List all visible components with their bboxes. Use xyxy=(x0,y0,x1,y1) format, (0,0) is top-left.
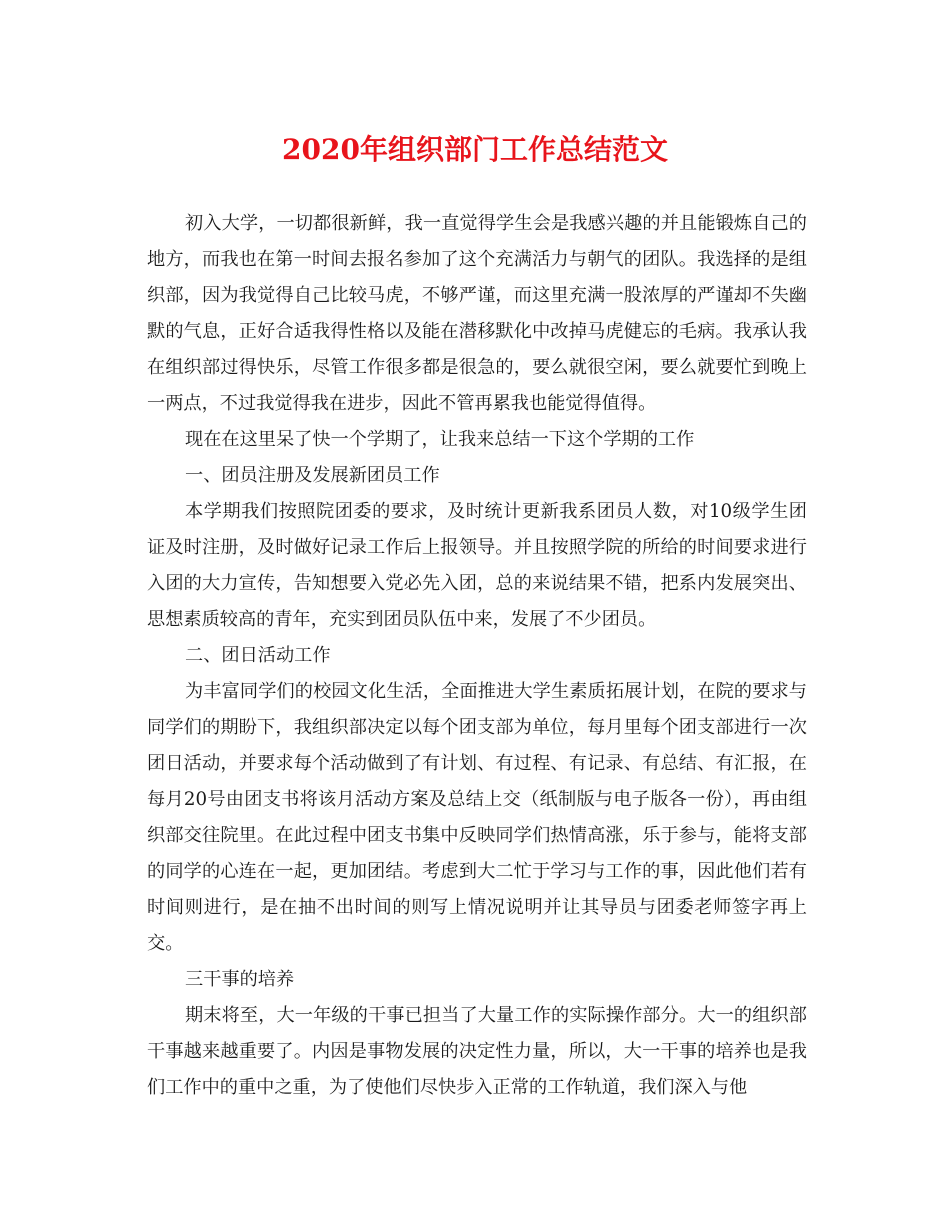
paragraph-intro: 初入大学，一切都很新鲜，我一直觉得学生会是我感兴趣的并且能锻炼自己的地方，而我也在第一时间去报名参加了这个充满活力与朝气的团队。我选择的是组织部，因为我觉得自己比较马虎，不够严谨，而这里充满一股浓厚的严谨却不失幽默的气息，正好合适我得性格以及能在潜移默化中改掉马虎健忘的毛病。我承认我在组织部过得快乐，尽管工作很多都是很急的，要么就很空闲，要么就要忙到晚上一两点，不过我觉得我在进步，因此不管再累我也能觉得值得。 xyxy=(147,213,807,414)
document-title: 2020年组织部门工作总结范文 xyxy=(282,133,668,166)
document-body xyxy=(147,206,807,1106)
paragraph-staff-training: 期末将至，大一年级的干事已担当了大量工作的实际操作部分。大一的组织部干事越来越重要了。内因是事物发展的决定性力量，所以，大一干事的培养也是我们工作中的重中之重，为了使他们尽快步入正常的工作轨道，我们深入与他 xyxy=(147,1005,807,1098)
section-heading-member-registration: 一、团员注册及发展新团员工作 xyxy=(185,465,440,486)
paragraph-member-registration: 本学期我们按照院团委的要求，及时统计更新我系团员人数，对10级学生团证及时注册，及时做好记录工作后上报领导。并且按照学院的所给的时间要求进行入团的大力宣传，告知想要入党必先入团，总的来说结果不错，把系内发展突出、思想素质较高的青年，充实到团员队伍中来，发展了不少团员。 xyxy=(147,501,807,630)
paragraph-league-day: 为丰富同学们的校园文化生活，全面推进大学生素质拓展计划，在院的要求与同学们的期盼下，我组织部决定以每个团支部为单位，每月里每个团支部进行一次团日活动，并要求每个活动做到了有计划、有过程、有记录、有总结、有汇报，在每月20号由团支书将该月活动方案及总结上交（纸制版与电子版各一份），再由组织部交往院里。在此过程中团支书集中反映同学们热情高涨，乐于参与，能将支部的同学的心连在一起，更加团结。考虑到大二忙于学习与工作的事，因此他们若有时间则进行，是在抽不出时间的则写上情况说明并让其导员与团委老师签字再上交。 xyxy=(147,681,807,954)
section-heading-league-day: 二、团日活动工作 xyxy=(185,645,331,666)
section-heading-staff-training: 三干事的培养 xyxy=(185,969,295,990)
paragraph-summary-lead: 现在在这里呆了快一个学期了，让我来总结一下这个学期的工作 xyxy=(185,429,695,450)
